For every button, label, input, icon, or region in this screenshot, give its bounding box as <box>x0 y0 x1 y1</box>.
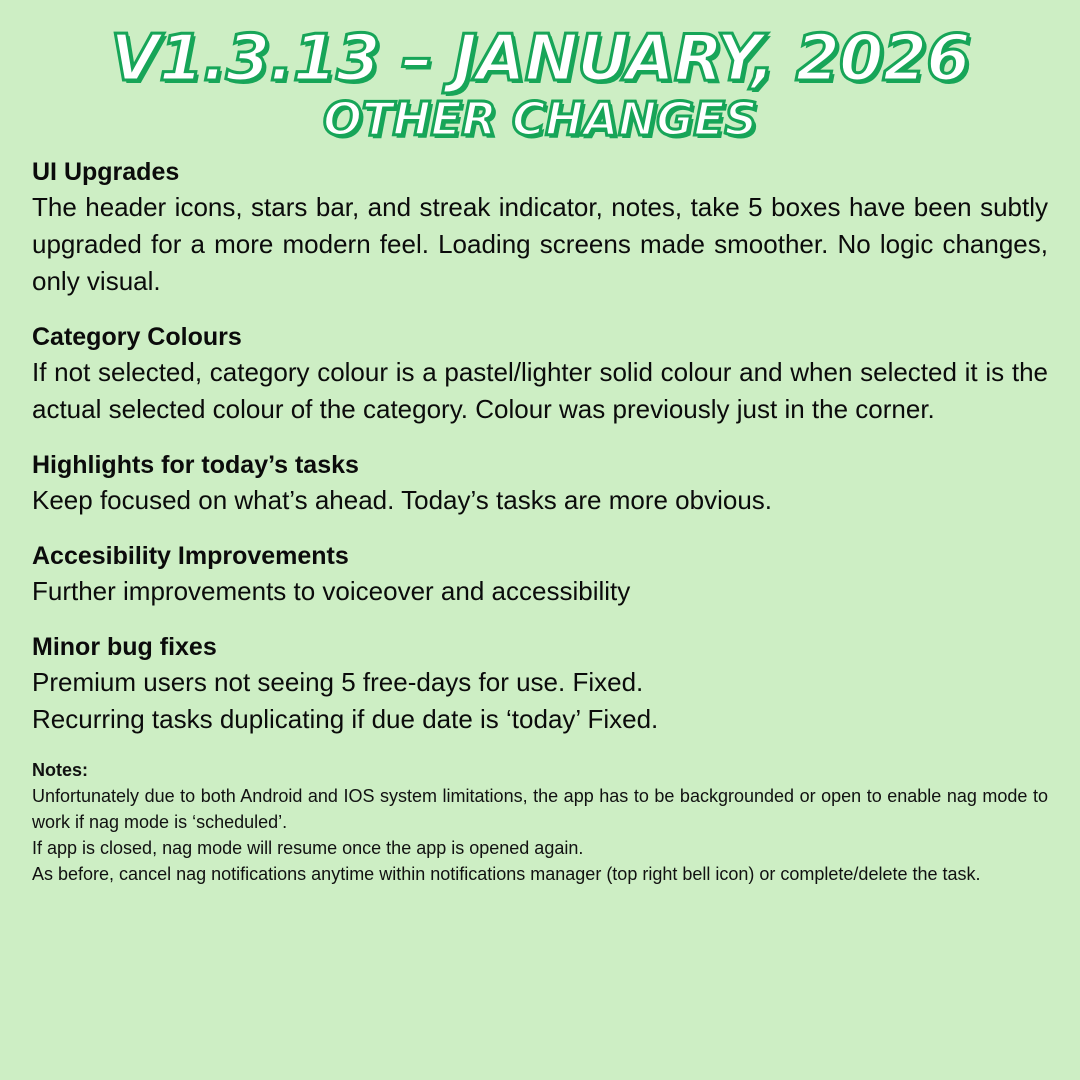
section-heading: Accesibility Improvements <box>32 541 349 570</box>
section-heading: Highlights for today’s tasks <box>32 451 359 480</box>
bugfix-line: Recurring tasks duplicating if due date is ‘today’ Fixed. <box>32 703 659 734</box>
section-heading: Category Colours <box>32 323 242 352</box>
notes-block <box>32 760 1048 887</box>
page-title: V1.3.13 – JANUARY, 2026 <box>110 22 970 96</box>
page-subtitle: OTHER CHANGES <box>322 92 757 147</box>
section-body: Keep focused on what’s ahead. Today’s tasks are more obvious. <box>32 485 773 516</box>
section-heading: UI Upgrades <box>32 158 180 187</box>
section-body: If not selected, category colour is a pastel/lighter solid colour and when selected it is the actual selected colour of the category. Colour was previously just in the corner. <box>32 357 1048 425</box>
section-body: Further improvements to voiceover and accessibility <box>32 575 631 606</box>
section-accessibility <box>32 541 1048 610</box>
section-body: The header icons, stars bar, and streak indicator, notes, take 5 boxes have been subtly upgraded for a more modern feel. Loading screens made smoother. No logic changes, only visual. <box>32 192 1048 297</box>
notes-line: Unfortunately due to both Android and IOS system limitations, the app has to be backgrounded or open to enable nag mode to work if nag mode is ‘scheduled’. <box>32 785 1048 832</box>
notes-line: As before, cancel nag notifications anytime within notifications manager (top right bell icon) or complete/delete the task. <box>32 863 981 884</box>
notes-line: If app is closed, nag mode will resume once the app is opened again. <box>32 837 584 858</box>
header <box>30 20 1050 147</box>
section-category-colours <box>32 322 1048 428</box>
notes-title: Notes: <box>32 759 89 780</box>
section-today-highlights <box>32 450 1048 519</box>
bugfix-line: Premium users not seeing 5 free-days for use. Fixed. <box>32 666 644 697</box>
section-heading: Minor bug fixes <box>32 632 217 661</box>
section-minor-bug-fixes <box>32 632 1048 738</box>
content <box>30 157 1050 887</box>
section-ui-upgrades <box>32 157 1048 300</box>
